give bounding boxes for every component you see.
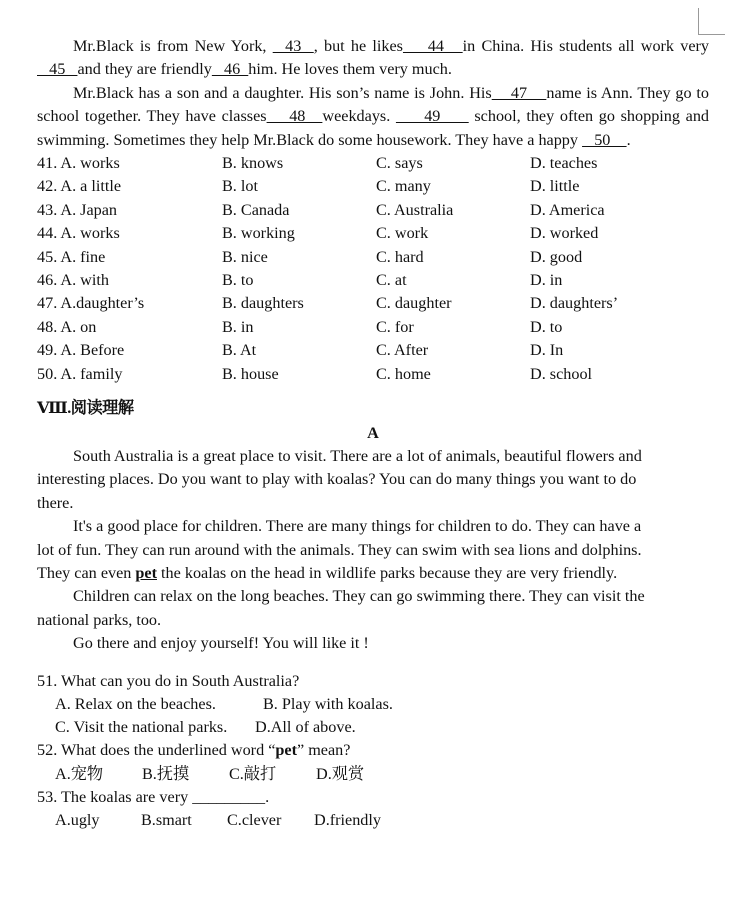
- option-b: B. working: [222, 224, 295, 243]
- option-row-47: [37, 292, 709, 315]
- option-b: B.抚摸: [142, 764, 190, 783]
- option-b: B. knows: [222, 154, 284, 173]
- option-d: D. worked: [530, 224, 599, 243]
- question-53: 53. The koalas are very _________.: [37, 788, 270, 807]
- option-d: D. In: [530, 341, 564, 360]
- text: him. He loves them very much.: [248, 60, 452, 79]
- option-a: 49. A. Before: [37, 341, 125, 360]
- text: name is Ann. They go to school together. They have classes: [37, 83, 710, 126]
- option-d: D. in: [530, 270, 563, 289]
- option-a: A.ugly: [55, 811, 100, 830]
- option-a: 47. A.daughter’s: [37, 294, 145, 313]
- spacer: [37, 656, 709, 670]
- option-c: C. home: [376, 364, 431, 383]
- option-a: 48. A. on: [37, 317, 97, 336]
- question-52-options: [37, 763, 709, 786]
- option-row-44: [37, 222, 709, 245]
- text: the koalas on the head in wildlife parks because they are very friendly.: [157, 563, 618, 582]
- option-d: D. good: [530, 247, 583, 266]
- option-a: 42. A. a little: [37, 177, 122, 196]
- text: It's a good place for children. There are many things for children to do. They can have a lot of fun. They can run around with the animals. They can swim with sea lions and dolphins. They can even: [37, 517, 642, 582]
- question-52: [37, 739, 709, 762]
- blank-48: 48: [266, 107, 323, 126]
- text: school, they often go shopping and swimming. Sometimes they help Mr.Black do some housework. They have a happy: [37, 107, 710, 149]
- question-51-options-row-1: [37, 693, 709, 716]
- text: 52. What does the underlined word “: [37, 741, 276, 760]
- option-c: C. Visit the national parks.: [55, 718, 228, 737]
- option-a: 46. A. with: [37, 270, 109, 289]
- option-c: C. hard: [376, 247, 424, 266]
- text: , but he likes: [313, 37, 403, 55]
- passage-paragraph-2: [37, 515, 647, 585]
- page-corner-mark: [698, 8, 725, 35]
- passage-paragraph-3: Children can relax on the long beaches. They can go swimming there. They can visit the national parks, too.: [37, 587, 645, 629]
- text: in China. His students all work very: [462, 37, 710, 55]
- passage-title: A: [367, 423, 379, 442]
- question-word: pet: [275, 741, 297, 760]
- option-c: C. Australia: [376, 200, 454, 219]
- option-row-48: [37, 316, 709, 339]
- option-a: 43. A. Japan: [37, 200, 118, 219]
- blank-46: 46: [211, 60, 249, 79]
- options-list: [37, 152, 709, 386]
- passage-paragraph-1: South Australia is a great place to visit. There are a lot of animals, beautiful flowers and interesting places. Do you want to play with koalas? You can do many things you want to do there.: [37, 446, 642, 512]
- option-b: B. house: [222, 364, 279, 383]
- option-row-45: [37, 246, 709, 269]
- blank-50: 50: [582, 130, 627, 149]
- option-c: C. at: [376, 270, 407, 289]
- underlined-word: pet: [135, 563, 157, 582]
- option-d: D. school: [530, 364, 593, 383]
- option-c: C. many: [376, 177, 431, 196]
- option-c: C.敲打: [229, 764, 277, 783]
- document-page: [37, 35, 709, 833]
- option-b: B. Play with koalas.: [263, 694, 393, 713]
- reading-passage: [37, 445, 647, 656]
- text: Mr.Black is from New York,: [73, 37, 273, 55]
- section-title: Ⅷ.阅读理解: [37, 398, 134, 417]
- option-d: D. daughters’: [530, 294, 619, 313]
- question-53-options: [37, 809, 709, 832]
- option-b: B. in: [222, 317, 254, 336]
- option-d: D. America: [530, 200, 605, 219]
- option-row-50: [37, 363, 709, 386]
- cloze-paragraph-2: [37, 82, 709, 152]
- option-b: B. lot: [222, 177, 258, 196]
- option-b: B. daughters: [222, 294, 304, 313]
- option-row-49: [37, 339, 709, 362]
- option-b: B. to: [222, 270, 254, 289]
- blank-43: 43: [272, 37, 314, 55]
- blank-45: 45: [37, 60, 78, 79]
- option-b: B.smart: [141, 811, 192, 830]
- option-d: D. teaches: [530, 154, 598, 173]
- option-c: C. for: [376, 317, 414, 336]
- option-c: C.clever: [227, 811, 282, 830]
- option-a: 45. A. fine: [37, 247, 106, 266]
- option-row-42: [37, 175, 709, 198]
- questions: [37, 670, 709, 833]
- text: and they are friendly: [77, 60, 212, 79]
- question-51: 51. What can you do in South Australia?: [37, 671, 300, 690]
- option-d: D.观赏: [316, 764, 365, 783]
- option-row-41: [37, 152, 709, 175]
- blank-47: 47: [491, 83, 547, 102]
- option-c: C. After: [376, 341, 429, 360]
- option-d: D.All of above.: [255, 718, 356, 737]
- blank-44: 44: [402, 37, 463, 55]
- text: Mr.Black has a son and a daughter. His son’s name is John. His: [73, 83, 492, 102]
- text: ” mean?: [296, 741, 351, 760]
- text: weekdays.: [322, 107, 396, 126]
- text: .: [626, 130, 631, 149]
- option-a: A.宠物: [55, 764, 104, 783]
- option-a: 41. A. works: [37, 154, 120, 173]
- option-d: D.friendly: [314, 811, 381, 830]
- cloze-paragraph-1: [37, 35, 709, 82]
- option-a: 50. A. family: [37, 364, 123, 383]
- option-row-46: [37, 269, 709, 292]
- question-51-options-row-2: [37, 716, 709, 739]
- option-row-43: [37, 199, 709, 222]
- option-b: B. nice: [222, 247, 268, 266]
- option-b: B. Canada: [222, 200, 290, 219]
- option-c: C. work: [376, 224, 429, 243]
- option-c: C. says: [376, 154, 423, 173]
- blank-49: 49: [395, 107, 469, 126]
- option-b: B. At: [222, 341, 257, 360]
- option-d: D. to: [530, 317, 563, 336]
- option-a: A. Relax on the beaches.: [55, 694, 216, 713]
- option-c: C. daughter: [376, 294, 452, 313]
- passage-paragraph-4: Go there and enjoy yourself! You will like it !: [73, 634, 369, 653]
- option-a: 44. A. works: [37, 224, 120, 243]
- option-d: D. little: [530, 177, 580, 196]
